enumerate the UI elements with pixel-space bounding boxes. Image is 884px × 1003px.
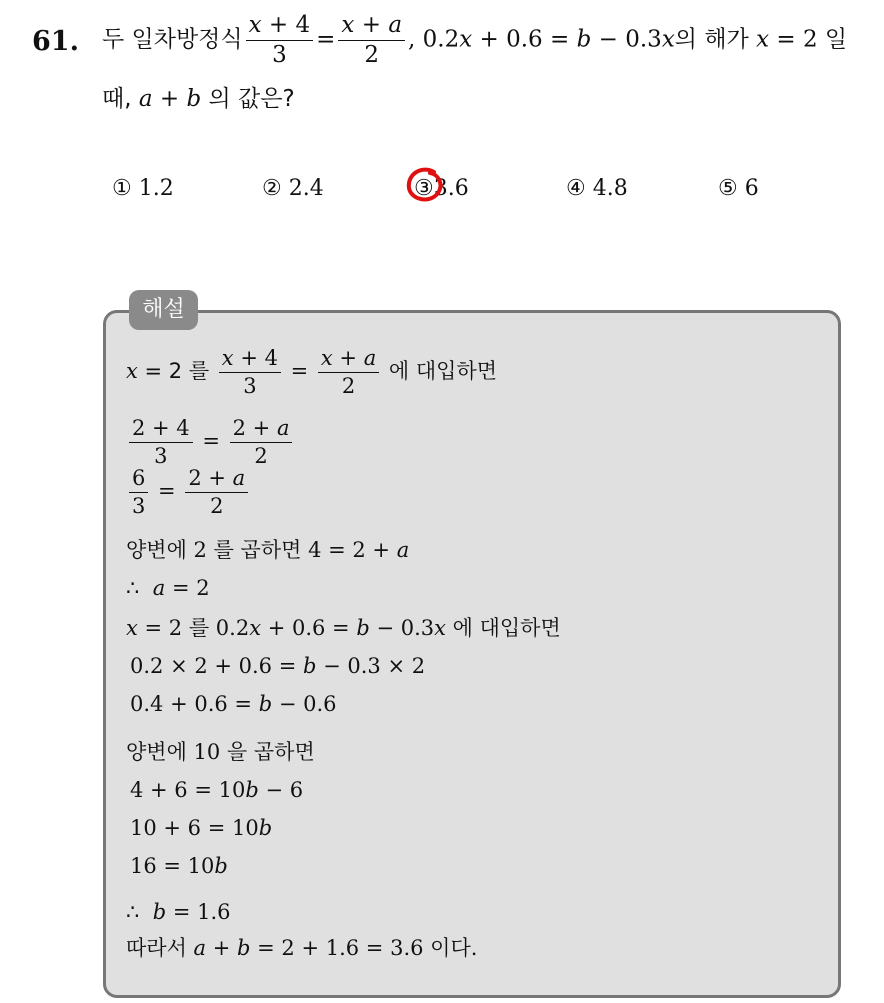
problem-line-2: 때, a + b 의 값은? bbox=[102, 86, 295, 112]
problem-text-3: = 2 일 bbox=[769, 26, 848, 53]
solution-line-14: 따라서 a + b = 2 + 1.6 = 3.6 이다. bbox=[126, 936, 478, 960]
option-3[interactable]: ③3.6 bbox=[414, 176, 469, 201]
equals-sign: = bbox=[316, 26, 336, 53]
equation-2: , 0.2x + 0.6 = b − 0.3x bbox=[408, 26, 675, 53]
fraction-1-numerator: x + 4 bbox=[246, 14, 314, 41]
problem-line-1: 두 일차방정식 $\frac{x + 4}{3}$ = $\frac{x + a}{2}$ , 0.2x + 0.6 = b − 0.3x의 해가 x = 2 일 bbox=[102, 12, 848, 68]
solution-line-10: 4 + 6 = 10b − 6 bbox=[130, 778, 304, 802]
fraction-1 bbox=[246, 14, 314, 67]
solution-line-8: 0.4 + 0.6 = b − 0.6 bbox=[130, 692, 337, 716]
solution-line-4: 양변에 2 를 곱하면 4 = 2 + a bbox=[126, 538, 410, 562]
solution-tag: 해설 bbox=[129, 290, 198, 330]
fraction-2-numerator: x + a bbox=[338, 14, 405, 41]
solution-line-13: ∴ b = 1.6 bbox=[126, 900, 231, 924]
option-5[interactable]: ⑤ 6 bbox=[718, 176, 759, 201]
problem-text-2: 의 해가 bbox=[674, 26, 757, 53]
solution-line-7: 0.2 × 2 + 0.6 = b − 0.3 × 2 bbox=[130, 654, 426, 678]
fraction-1-denominator: 3 bbox=[272, 42, 287, 68]
solution-line-1: x = 2 를 $\frac{x + 4}{3}$ = $\frac{x + a}{2}$ 에 대입하면 bbox=[126, 346, 498, 398]
solution-line-9: 양변에 10 을 곱하면 bbox=[126, 740, 315, 764]
solution-line-5: ∴ a = 2 bbox=[126, 576, 210, 600]
fraction-2 bbox=[338, 14, 405, 67]
solution-line-3: $\frac{6}{3}$ = $\frac{2 + a}{2}$ bbox=[126, 468, 251, 517]
solution-line-6: x = 2 를 0.2x + 0.6 = b − 0.3x 에 대입하면 bbox=[126, 616, 561, 640]
answer-circle-mark bbox=[404, 166, 444, 206]
fraction-2-denominator: 2 bbox=[364, 42, 380, 68]
problem-text: 두 일차방정식 bbox=[102, 26, 243, 53]
option-1[interactable]: ① 1.2 bbox=[112, 176, 174, 201]
solution-line-11: 10 + 6 = 10b bbox=[130, 816, 273, 840]
problem-number: 61. bbox=[32, 26, 79, 57]
option-4[interactable]: ④ 4.8 bbox=[566, 176, 628, 201]
solution-line-2: $\frac{2 + 4}{3}$ = $\frac{2 + a}{2}$ bbox=[126, 418, 295, 467]
option-2[interactable]: ② 2.4 bbox=[262, 176, 324, 201]
solution-line-12: 16 = 10b bbox=[130, 854, 228, 878]
